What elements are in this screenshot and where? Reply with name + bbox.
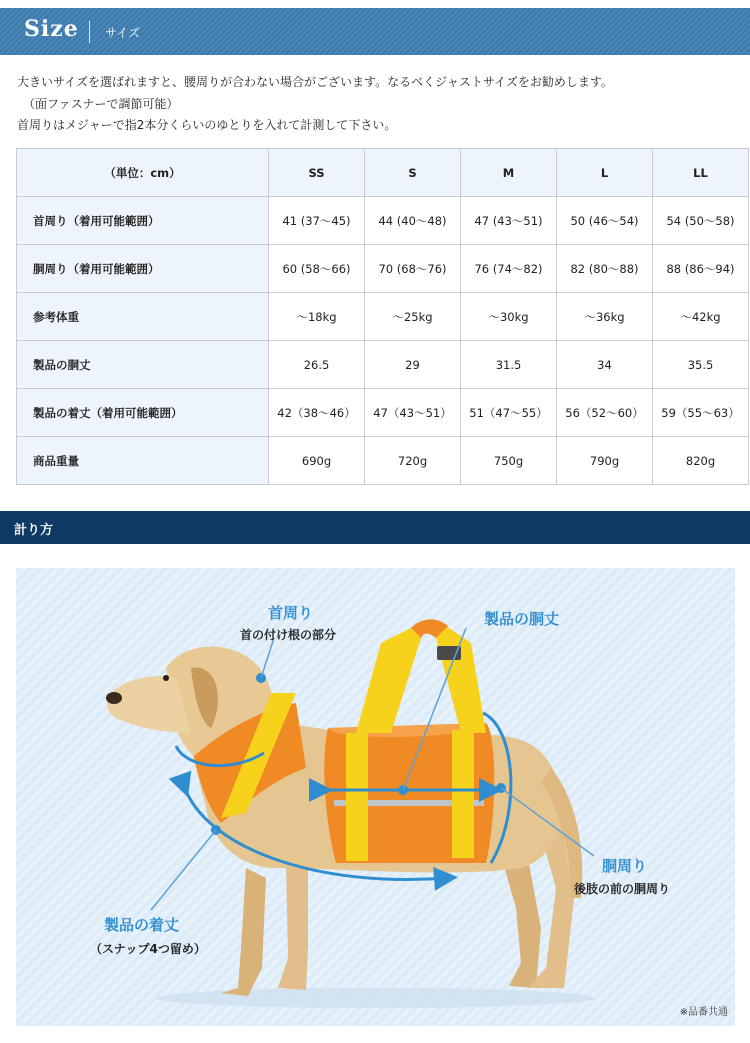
table-cell: 76 (74〜82) (461, 245, 557, 293)
table-cell: 82 (80〜88) (557, 245, 653, 293)
row-label: 製品の胴丈 (17, 341, 269, 389)
table-cell: 54 (50〜58) (653, 197, 749, 245)
table-row (17, 245, 749, 293)
column-header-m: M (461, 149, 557, 197)
table-cell: 750g (461, 437, 557, 485)
row-label: 胴周り（着用可能範囲） (17, 245, 269, 293)
girth-sublabel: 後肢の前の胴周り (574, 882, 671, 896)
table-cell: 26.5 (269, 341, 365, 389)
table-cell: 720g (365, 437, 461, 485)
table-cell: 〜18kg (269, 293, 365, 341)
intro-line-3: 首周りはメジャーで指2本分くらいのゆとりを入れて計測して下さい。 (17, 118, 397, 132)
measurement-illustration (16, 568, 735, 1026)
neck-sublabel: 首の付け根の部分 (240, 628, 337, 642)
table-cell: 31.5 (461, 341, 557, 389)
intro-line-1: 大きいサイズを選ばれますと、腰周りが合わない場合がございます。なるべくジャストサイズをお勧めします。 (17, 75, 613, 89)
header-divider (89, 21, 90, 43)
table-cell: 35.5 (653, 341, 749, 389)
table-cell: 41 (37〜45) (269, 197, 365, 245)
common-note: ※品番共通 (679, 1007, 728, 1018)
table-cell: 59（55〜63） (653, 389, 749, 437)
column-header-l: L (557, 149, 653, 197)
neck-label: 首周り (268, 604, 314, 622)
size-title: Size (24, 16, 79, 42)
table-cell: 70 (68〜76) (365, 245, 461, 293)
intro-line-2: （面ファスナーで調節可能） (23, 96, 179, 111)
table-cell: 42（38〜46） (269, 389, 365, 437)
measure-title: 計り方 (14, 523, 54, 538)
column-header-s: S (365, 149, 461, 197)
total-length-sublabel: （スナップ4つ留め） (90, 942, 206, 956)
table-cell: 47 (43〜51) (461, 197, 557, 245)
row-label: 製品の着丈（着用可能範囲） (17, 389, 269, 437)
total-length-label: 製品の着丈 (104, 916, 180, 934)
row-label: 商品重量 (17, 437, 269, 485)
table-row (17, 341, 749, 389)
table-cell: 29 (365, 341, 461, 389)
table-header-row (17, 149, 749, 197)
table-cell: 34 (557, 341, 653, 389)
unit-label: （単位：cm） (17, 149, 269, 197)
size-intro (17, 72, 613, 137)
row-label: 参考体重 (17, 293, 269, 341)
table-cell: 47（43〜51） (365, 389, 461, 437)
table-row (17, 293, 749, 341)
table-cell: 88 (86〜94) (653, 245, 749, 293)
table-cell: 820g (653, 437, 749, 485)
row-label: 首周り（着用可能範囲） (17, 197, 269, 245)
measure-section-header (0, 511, 750, 544)
table-row (17, 197, 749, 245)
table-cell: 〜36kg (557, 293, 653, 341)
column-header-ll: LL (653, 149, 749, 197)
table-cell: 〜30kg (461, 293, 557, 341)
girth-label: 胴周り (602, 857, 648, 875)
size-table (16, 148, 749, 485)
table-cell: 〜25kg (365, 293, 461, 341)
table-cell: 56（52〜60） (557, 389, 653, 437)
table-cell: 60 (58〜66) (269, 245, 365, 293)
size-header (0, 8, 750, 55)
size-subtitle: サイズ (105, 26, 141, 40)
table-cell: 690g (269, 437, 365, 485)
dog-harness-photo (16, 568, 735, 1026)
table-cell: 790g (557, 437, 653, 485)
table-cell: 〜42kg (653, 293, 749, 341)
table-row (17, 437, 749, 485)
table-cell: 51（47〜55） (461, 389, 557, 437)
body-length-label: 製品の胴丈 (484, 610, 560, 628)
column-header-ss: SS (269, 149, 365, 197)
table-row (17, 389, 749, 437)
table-cell: 44 (40〜48) (365, 197, 461, 245)
table-cell: 50 (46〜54) (557, 197, 653, 245)
